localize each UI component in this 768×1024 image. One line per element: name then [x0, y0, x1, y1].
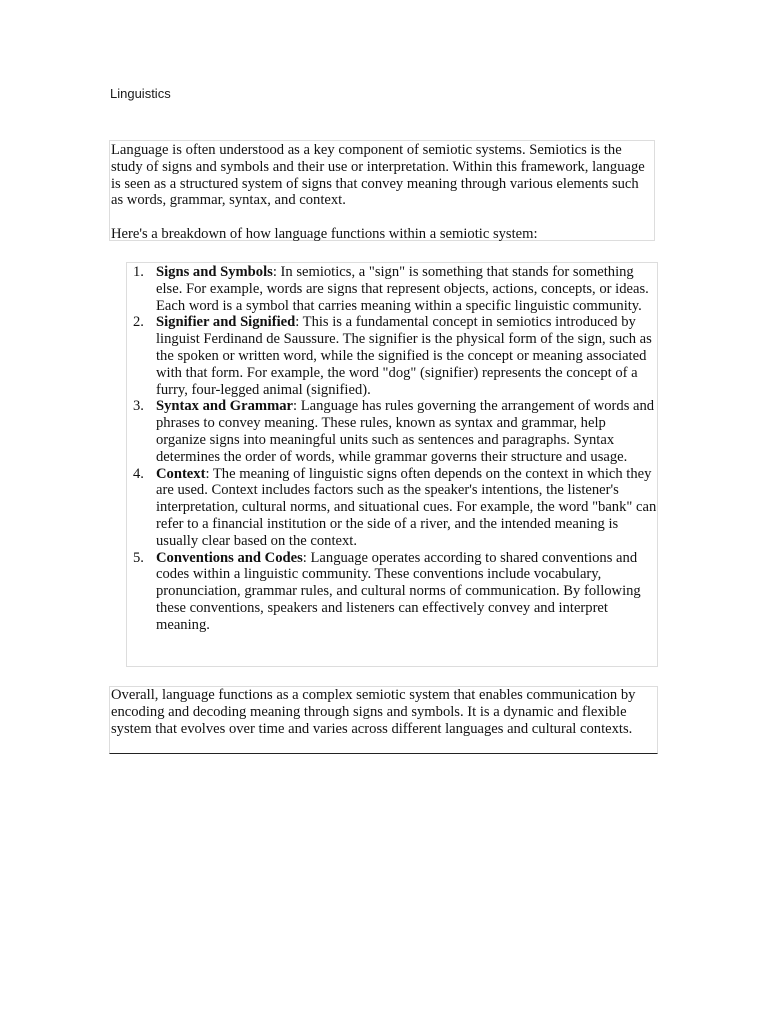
- conclusion-section: [109, 686, 658, 754]
- conclusion-paragraph: Overall, language functions as a complex semiotic system that enables communication by encoding and decoding meaning through signs and symbols. It is a dynamic and flexible system that evolves over time and varies across different languages and cultural contexts.: [111, 687, 636, 737]
- list-item-term: Signs and Symbols: [156, 264, 273, 280]
- intro-section: [109, 140, 655, 241]
- list-item-text: : In semiotics, a "sign" is something that stands for something else. For example, words are signs that represent objects, actions, concepts, or ideas. Each word is a symbol that carries meaning within a specific linguistic community.: [156, 264, 649, 314]
- list-item-term: Conventions and Codes: [156, 549, 303, 566]
- list-item-number: 1.: [133, 264, 144, 280]
- intro-paragraph: Language is often understood as a key component of semiotic systems. Semiotics is the study of signs and symbols and their use or interpretation. Within this framework, language is seen as a structured system of signs that convey meaning through various elements such as words, grammar, syntax, and context.: [111, 142, 645, 209]
- semiotic-points-list: [126, 262, 658, 667]
- list-item: [127, 264, 657, 314]
- list-item-term: Syntax and Grammar: [156, 398, 294, 415]
- list-item-text: : Language has rules governing the arrangement of words and phrases to convey meaning. These rules, known as syntax and grammar, help organize signs into meaningful units such as sentences and paragraphs. Syntax determines the order of words, while grammar governs their structure and usage.: [156, 398, 655, 465]
- intro-lead-in: Here's a breakdown of how language functions within a semiotic system:: [111, 225, 538, 242]
- list-item: [127, 314, 657, 398]
- list-item-number: 2.: [133, 314, 144, 331]
- list-item: [127, 550, 657, 634]
- list-item-number: 4.: [133, 465, 144, 482]
- list-item: [127, 398, 657, 465]
- list-item-number: 3.: [133, 398, 144, 415]
- page-title: Linguistics: [110, 86, 171, 101]
- list-item-term: Signifier and Signified: [156, 314, 296, 331]
- list-item-number: 5.: [133, 549, 144, 566]
- list-item-text: : The meaning of linguistic signs often depends on the context in which they are used. Context includes factors such as the speaker's intentions, the listener's interpretation, cultural norms, and situational cues. For example, the word "bank" can refer to a financial institution or the side of a river, and the intended meaning is usually clear based on the context.: [156, 465, 657, 549]
- list-item-text: : Language operates according to shared conventions and codes within a linguistic community. These conventions include vocabulary, pronunciation, grammar rules, and cultural norms of communication. By following these conventions, speakers and listeners can effectively convey and interpret meaning.: [156, 549, 641, 633]
- list-item-text: : This is a fundamental concept in semiotics introduced by linguist Ferdinand de Saussure. The signifier is the physical form of the sign, such as the spoken or written word, while the signified is the concept or meaning associated with that form. For example, the word "dog" (signifier) represents the concept of a furry, four-legged animal (signified).: [156, 314, 652, 398]
- list-item-term: Context: [156, 465, 206, 482]
- list-item: [127, 466, 657, 550]
